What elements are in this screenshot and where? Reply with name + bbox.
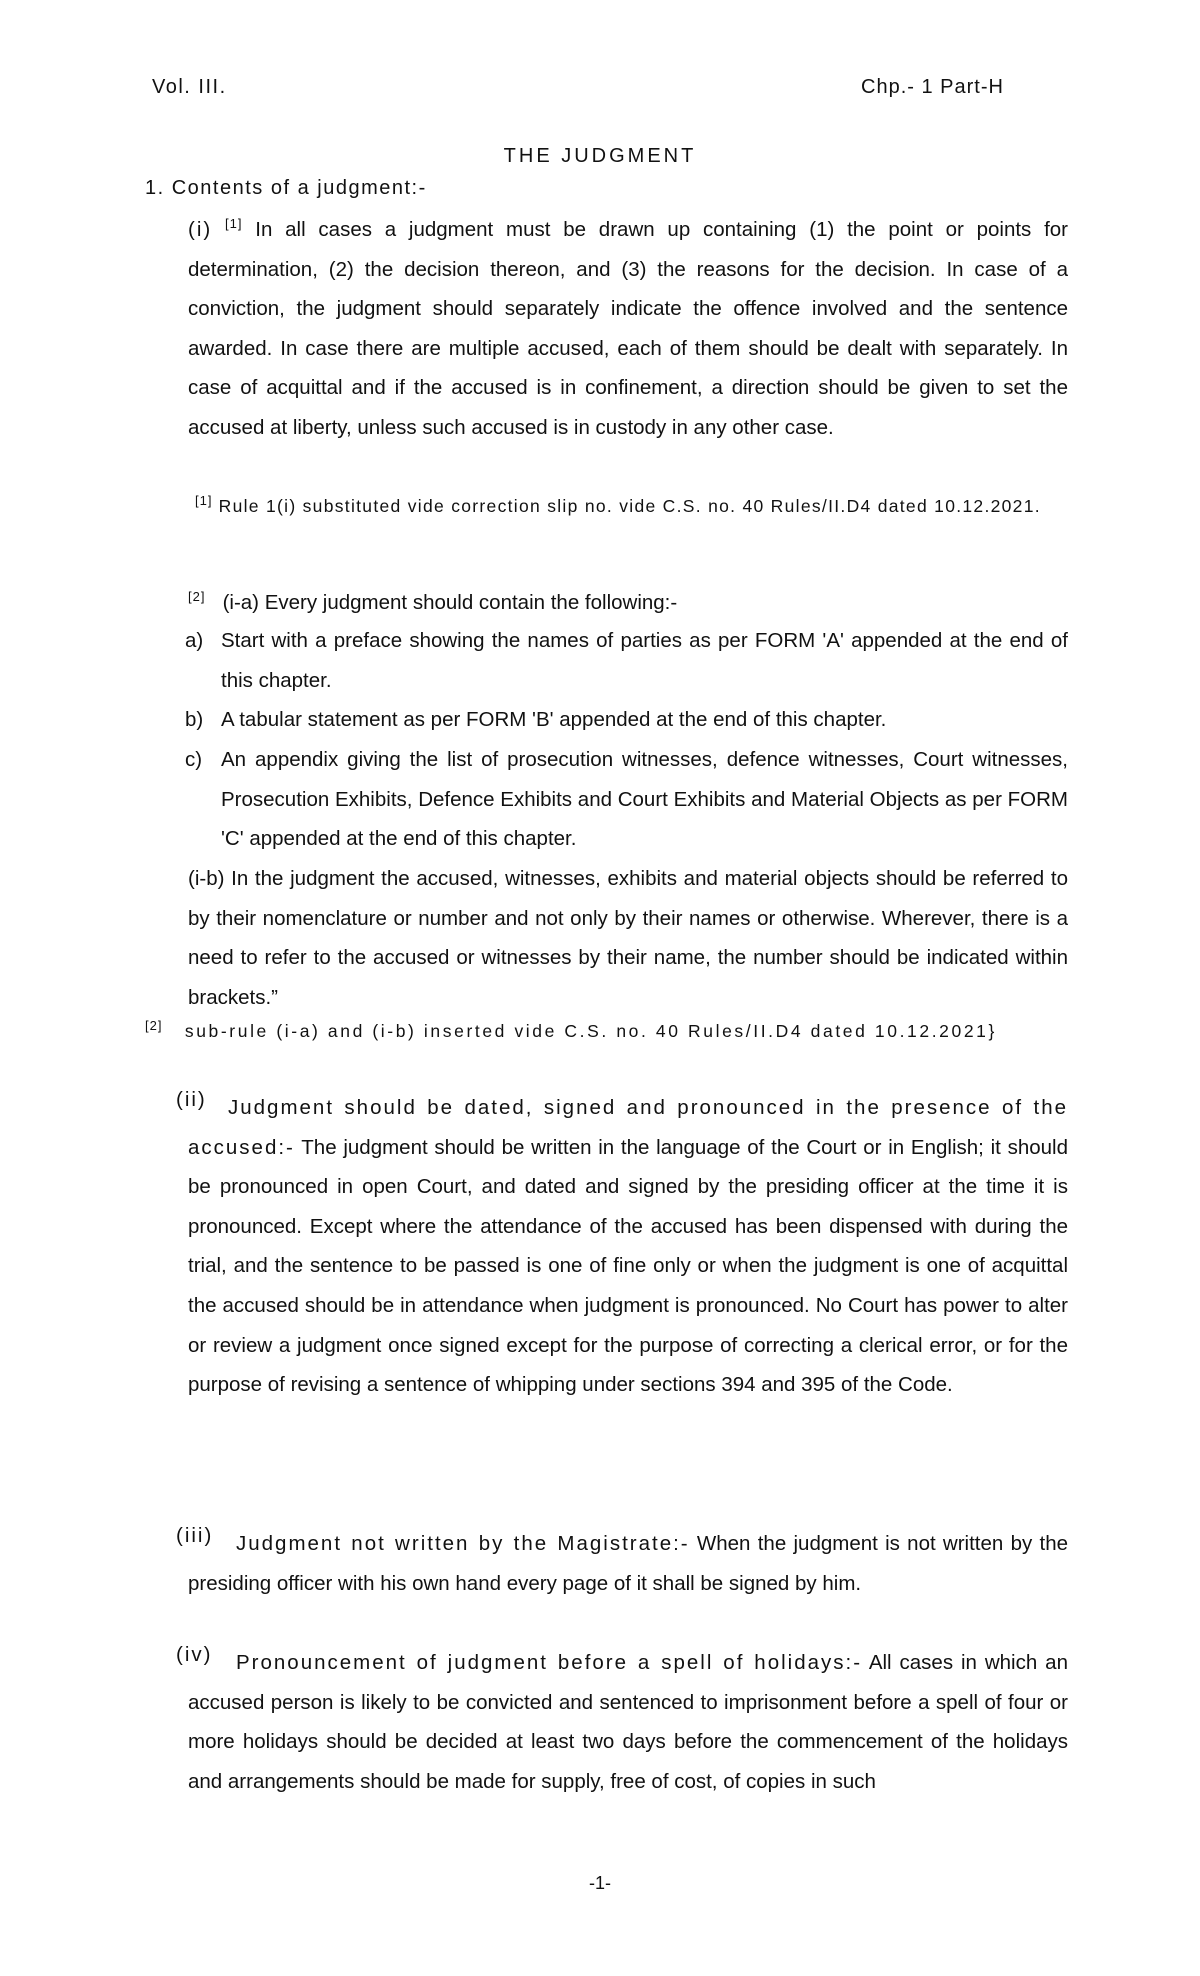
paragraph-i-b: (i-b) In the judgment the accused, witnesses, exhibits and material objects should be referred to by their nomenclature or number and not only by their names or otherwise. Wherever, there is a need to refer to the accused or witnesses by their name, the number should be indicated within brackets.” [188,867,1068,1009]
paragraph-iii [188,1524,1068,1603]
footnote-ref-1: [1] [225,216,243,232]
list-item-a-text: Start with a preface showing the names of parties as per FORM 'A' appended at the end of this chapter. [221,629,1068,692]
paragraph-i [188,210,1068,448]
paragraph-iv [188,1643,1068,1801]
paragraph-iv-label: (iv) [176,1643,213,1666]
paragraph-ii-label: (ii) [176,1088,207,1111]
footnote-2-marker: [2] [145,1018,163,1034]
paragraph-iii-heading: Judgment not written by the Magistrate:- [236,1532,690,1555]
page-number: -1- [589,1873,611,1893]
paragraph-iv-heading: Pronouncement of judgment before a spell of holidays:- [236,1651,863,1674]
list-item-a-label: a) [185,629,204,652]
header-volume: Vol. III. [152,76,227,98]
paragraph-iv-text: All cases in which an accused person is likely to be convicted and sentenced to imprisonment before a spell of four or more holidays should be decided at least two days before the commencement of the holidays and arrangements should be made for supply, free of cost, of copies in such [188,1651,1068,1793]
list-item-b-label: b) [185,708,204,731]
paragraph-ii-text: The judgment should be written in the language of the Court or in English; it should be pronounced in open Court, and dated and signed by the presiding officer at the time it is pronounced. Except where the attendance of the accused has been dispensed with during the trial, and the sentence to be passed is one of fine only or when the judgment is one of acquittal the accused should be in attendance when judgment is pronounced. No Court has power to alter or review a judgment once signed except for the purpose of correcting a clerical error, or for the purpose of revising a sentence of whipping under sections 394 and 395 of the Code. [188,1135,1068,1397]
header-chapter: Chp.- 1 Part-H [861,76,1004,98]
paragraph-i-label: (i) [188,218,213,241]
paragraph-i-a [188,583,1068,623]
footnote-1-marker: [1] [195,493,213,509]
paragraph-ii-heading: Judgment should be dated, signed and pronounced in the presence of the accused:- [188,1096,1068,1159]
paragraph-i-text: In all cases a judgment must be drawn up containing (1) the point or points for determination, (2) the decision thereon, and (3) the reasons for the decision. In case of a conviction, the judgment should separately indicate the offence involved and the sentence awarded. In case there are multiple accused, each of them should be dealt with separately. In case of acquittal and if the accused is in confinement, a direction should be given to set the accused at liberty, unless such accused is in custody in any other case. [188,218,1068,439]
footnote-2-text: sub-rule (i-a) and (i-b) inserted vide C.S. no. 40 Rules/II.D4 dated 10.12.2021} [184,1021,997,1041]
footnote-ref-2: [2] [188,589,206,605]
footnote-1-text: Rule 1(i) substituted vide correction slip no. vide C.S. no. 40 Rules/II.D4 dated 10.12.2021. [218,496,1041,516]
paragraph-iii-text: When the judgment is not written by the presiding officer with his own hand every page of it shall be signed by him. [188,1532,1068,1595]
paragraph-i-a-text: (i-a) Every judgment should contain the following:- [222,591,678,614]
section-heading: 1. Contents of a judgment:- [145,177,427,199]
paragraph-ii [188,1088,1068,1405]
page-title: THE JUDGMENT [503,145,697,167]
footnote-2 [145,1015,1068,1048]
list-item-c-text: An appendix giving the list of prosecution witnesses, defence witnesses, Court witnesses, Prosecution Exhibits, Defence Exhibits and Court Exhibits and Material Objects as per FORM 'C' appended at the end of this chapter. [221,748,1068,851]
list-item-b-text: A tabular statement as per FORM 'B' appended at the end of this chapter. [221,708,887,731]
paragraph-iii-label: (iii) [176,1524,214,1547]
list-item-c-label: c) [185,748,203,771]
footnote-1 [195,490,1067,523]
